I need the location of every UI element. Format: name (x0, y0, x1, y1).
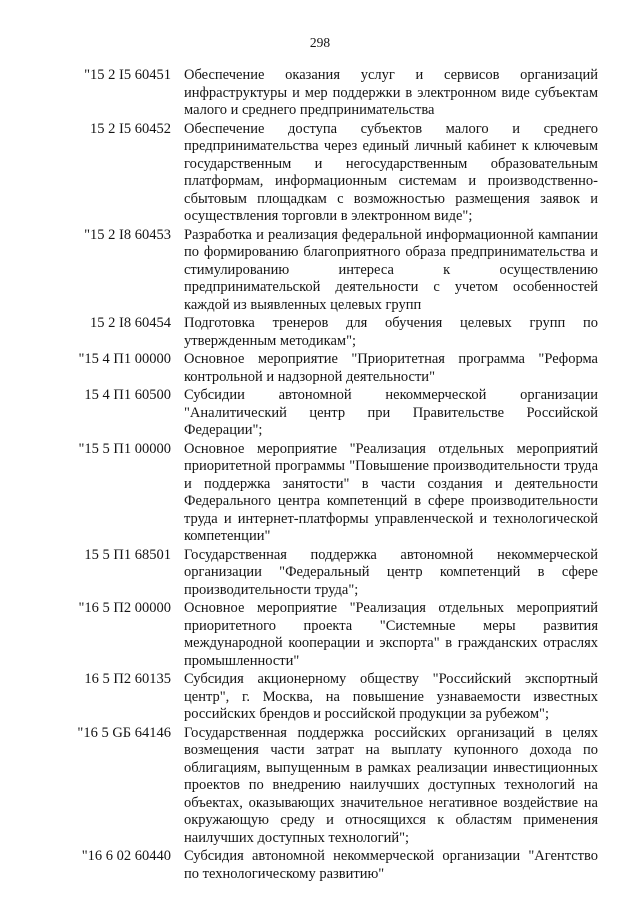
budget-code: "16 5 П2 00000 (78, 600, 171, 616)
list-item (75, 351, 598, 386)
list-item (75, 848, 598, 883)
budget-code: "15 5 П1 00000 (78, 440, 171, 457)
budget-code: "15 2 I5 60451 (84, 67, 171, 83)
list-item (75, 600, 598, 670)
list-item (75, 441, 598, 546)
list-item (75, 547, 598, 600)
list-item (75, 387, 598, 440)
list-item (75, 315, 598, 350)
budget-description: Субсидия акционерному обществу "Российский экспортный центр", г. Москва, на повышение узнаваемости известных российских брендов и российской продукции за рубежом"; (184, 671, 598, 722)
budget-description: Государственная поддержка автономной некоммерческой организации "Федеральный центр компетенций в сфере производительности труда"; (184, 546, 598, 598)
budget-code: 15 5 П1 68501 (84, 546, 171, 563)
budget-description: Обеспечение оказания услуг и сервисов организаций инфраструктуры и мер поддержки в электронном виде субъектам малого и среднего предпринимательства (184, 67, 598, 118)
budget-code: "15 2 I8 60453 (84, 226, 171, 243)
page-number: 298 (309, 35, 331, 50)
budget-description: Обеспечение доступа субъектов малого и среднего предпринимательства через единый личный кабинет к ключевым государственным и негосударственным образовательным платформам, информационным системам и производственно-сбытовым площадкам с возможностью размещения заявок и осуществления торговли в электронном виде"; (184, 120, 598, 224)
budget-description: Государственная поддержка российских организаций в целях возмещения части затрат на выплату купонного дохода по облигациям, выпущенным в рамках реализации инвестиционных проектов по внедрению наилучших доступных технологий на объектах, оказывающих значительное негативное воздействие на окружающую среду и относящихся к областям применения наилучших доступных технологий"; (184, 724, 598, 846)
budget-code: "16 6 02 60440 (81, 848, 171, 864)
budget-code: 15 2 I5 60452 (90, 120, 171, 137)
budget-description: Основное мероприятие "Реализация отдельных мероприятий приоритетного проекта "Системные меры развития международной кооперации и экспорта" в гражданских отраслях промышленности" (184, 600, 598, 669)
budget-code: "15 4 П1 00000 (78, 351, 171, 367)
budget-code: 15 2 I8 60454 (90, 315, 171, 331)
budget-code: 15 4 П1 60500 (84, 387, 171, 403)
list-item (75, 725, 598, 848)
budget-code-list (75, 67, 598, 884)
list-item (75, 67, 598, 120)
budget-code: "16 5 GБ 64146 (77, 724, 171, 741)
list-item (75, 227, 598, 315)
budget-description: Основное мероприятие "Реализация отдельных мероприятий приоритетной программы "Повышение производительности труда и поддержка занятости" в части создания и деятельности Федерального центра компетенций в сфере производительности труда и интернет-платформы управленческой и технологической компетенции" (184, 440, 598, 544)
list-item (75, 671, 598, 724)
budget-description: Подготовка тренеров для обучения целевых групп по утвержденным методикам"; (184, 315, 598, 349)
budget-description: Основное мероприятие "Приоритетная программа "Реформа контрольной и надзорной деятельности" (184, 351, 598, 385)
budget-description: Субсидия автономной некоммерческой организации "Агентство по технологическому развитию" (184, 848, 598, 882)
list-item (75, 121, 598, 226)
budget-code: 16 5 П2 60135 (84, 671, 171, 687)
budget-description: Разработка и реализация федеральной информационной кампании по формированию благоприятного образа предпринимательства и стимулированию интереса к осуществлению предпринимательской деятельности с учетом особенностей каждой из выявленных целевых групп (184, 226, 598, 313)
budget-description: Субсидии автономной некоммерческой организации "Аналитический центр при Правительстве Российской Федерации"; (184, 387, 598, 438)
